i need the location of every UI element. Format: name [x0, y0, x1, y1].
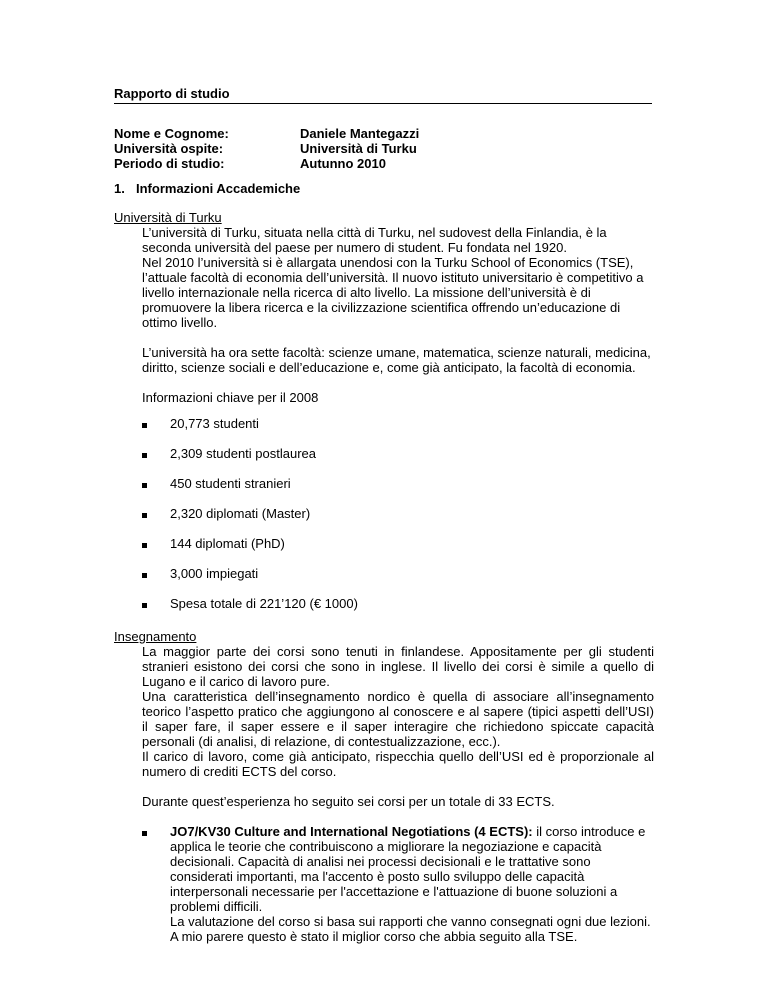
info-value: Autunno 2010: [300, 156, 386, 171]
paragraph: La maggior parte dei corsi sono tenuti in finlandese. Appositamente per gli studenti stranieri esistono dei corsi che sono in inglese. Il livello dei corsi è simile a quello di Lugano e il carico di lavoro pure.: [142, 644, 654, 689]
student-info: [114, 126, 419, 171]
course-description: [170, 824, 654, 944]
info-row-university: [114, 141, 419, 156]
section-title: Informazioni Accademiche: [136, 181, 301, 196]
teaching-section: [114, 629, 654, 959]
section-number: 1.: [114, 181, 125, 196]
facts-list: [142, 416, 654, 611]
list-item: 20,773 studenti: [142, 416, 654, 431]
course-evaluation: La valutazione del corso si basa sui rapporti che vanno consegnati ogni due lezioni. A mio parere questo è stato il miglior corso che abbia seguito alla TSE.: [170, 914, 651, 944]
list-item: 2,320 diplomati (Master): [142, 506, 654, 521]
bullet-icon: [142, 536, 170, 551]
info-row-name: [114, 126, 419, 141]
university-body: [142, 225, 654, 611]
list-item: [142, 824, 654, 944]
university-section: [114, 210, 654, 626]
list-item: Spesa totale di 221’120 (€ 1000): [142, 596, 654, 611]
course-list: [142, 824, 654, 944]
list-item: 2,309 studenti postlaurea: [142, 446, 654, 461]
info-value: Daniele Mantegazzi: [300, 126, 420, 141]
university-heading: Università di Turku: [114, 210, 222, 225]
bullet-icon: [142, 416, 170, 431]
course-title: JO7/KV30 Culture and International Negotiations (4 ECTS):: [170, 824, 533, 839]
bullet-icon: [142, 476, 170, 491]
document-title: Rapporto di studio: [114, 86, 652, 104]
paragraph: L’università di Turku, situata nella città di Turku, nel sudovest della Finlandia, è la seconda università del paese per numero di student. Fu fondata nel 1920.: [142, 225, 607, 255]
teaching-body: [142, 644, 654, 809]
bullet-icon: [142, 566, 170, 581]
paragraph: Il carico di lavoro, come già anticipato, rispecchia quello dell’USI ed è proporzionale al numero di crediti ECTS del corso.: [142, 749, 654, 779]
list-item: 450 studenti stranieri: [142, 476, 654, 491]
bullet-icon: [142, 596, 170, 611]
bullet-icon: [142, 506, 170, 521]
bullet-icon: [142, 824, 170, 944]
paragraph: L’università ha ora sette facoltà: scienze umane, matematica, scienze naturali, medicina, diritto, scienze sociali e dell’educazione e, come già anticipato, la facoltà di economia.: [142, 345, 651, 375]
teaching-heading: Insegnamento: [114, 629, 197, 644]
bullet-icon: [142, 446, 170, 461]
courses-intro: Durante quest’esperienza ho seguito sei corsi per un totale di 33 ECTS.: [142, 794, 555, 809]
facts-intro: Informazioni chiave per il 2008: [142, 390, 319, 405]
info-label: Nome e Cognome:: [114, 126, 229, 141]
paragraph: Nel 2010 l’università si è allargata unendosi con la Turku School of Economics (TSE), l’attuale facoltà di economia dell’università. Il nuovo istituto universitario è competitivo a livello internazionale nella ricerca di alto livello. La missione dell’università è di promuovere la libera ricerca e la civilizzazione scientifica offrendo un’educazione di ottimo livello.: [142, 255, 644, 330]
list-item: 3,000 impiegati: [142, 566, 654, 581]
info-label: Università ospite:: [114, 141, 224, 156]
course-text: JO7/KV30 Culture and International Negotiations (4 ECTS): il corso introduce e applica le teorie che contribuiscono a migliorare la negoziazione e capacità decisionali. Capacità di analisi nei processi decisionali e le trattative sono considerati importanti, ma l'accento è posto sullo sviluppo delle capacità interpersonali necessarie per l'accettazione e l'attuazione di buone soluzioni a problemi difficili.: [170, 824, 646, 914]
info-label: Periodo di studio:: [114, 156, 225, 171]
section-heading: [114, 181, 300, 196]
info-value: Università di Turku: [300, 141, 417, 156]
info-row-period: [114, 156, 419, 171]
paragraph: Una caratteristica dell’insegnamento nordico è quella di associare all’insegnamento teorico l’aspetto pratico che aggiungono al conoscere e al sapere (tipici aspetti dell’USI) il saper fare, il saper essere e il saper interagire che richiedono spiccate capacità personali (di analisi, di relazione, di contestualizzazione, ecc.).: [142, 689, 654, 749]
list-item: 144 diplomati (PhD): [142, 536, 654, 551]
